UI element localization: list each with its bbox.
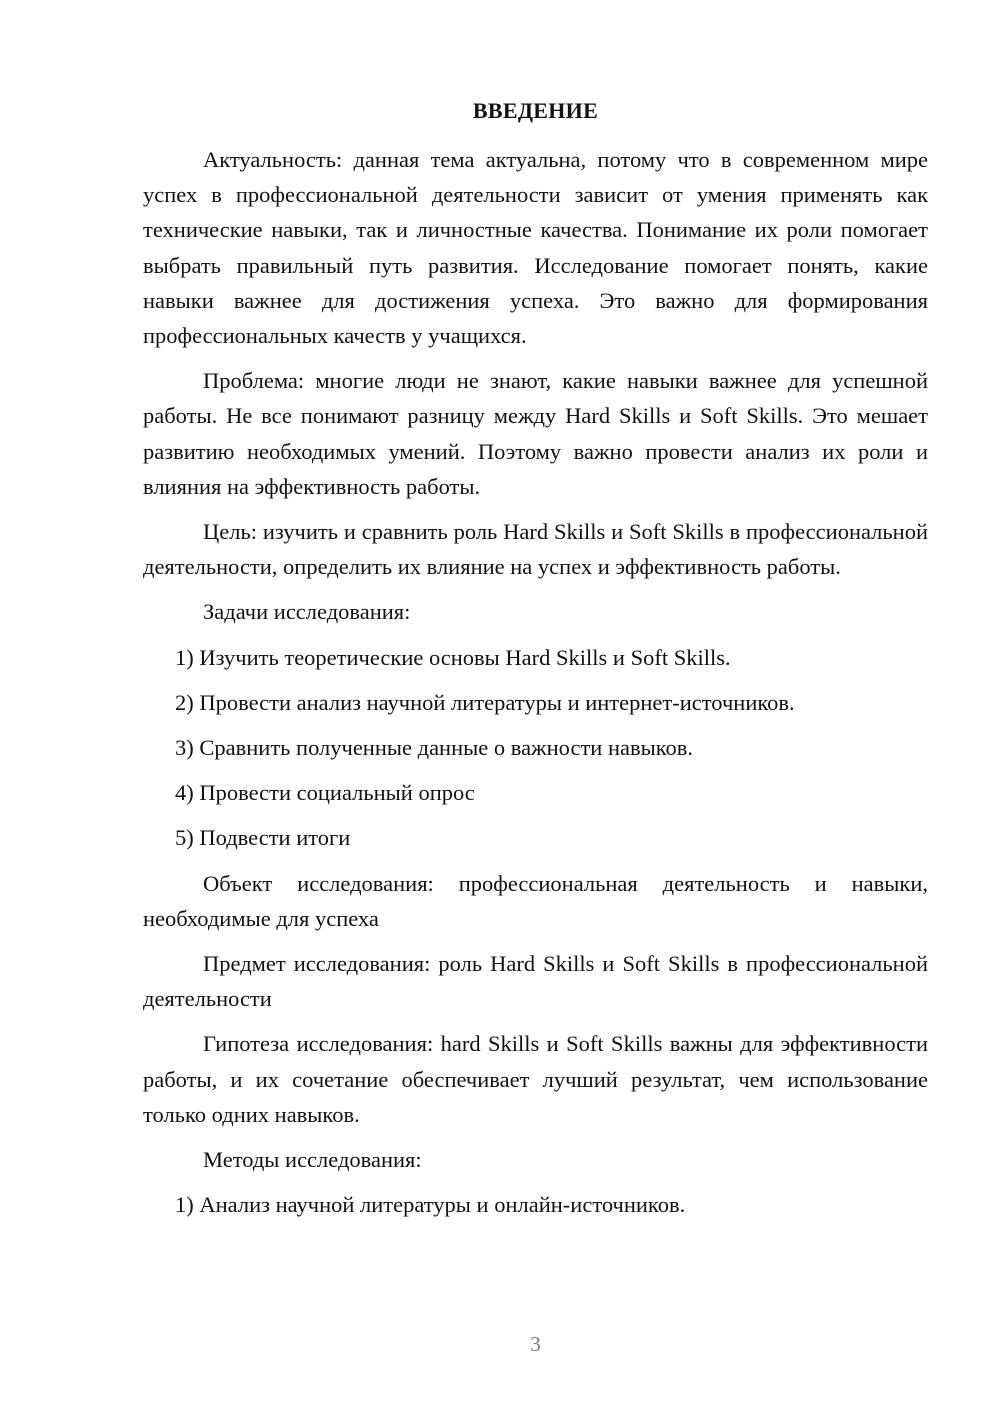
tasks-heading: Задачи исследования: — [203, 599, 411, 625]
method-item-1: 1) Анализ научной литературы и онлайн-источников. — [175, 1192, 686, 1218]
task-item-3: 3) Сравнить полученные данные о важности навыков. — [175, 735, 693, 761]
paragraph-problem: Проблема: многие люди не знают, какие навыки важнее для успешной работы. Не все понимают разницу между Hard Skills и Soft Skills. Это мешает развитию необходимых умений. Поэтому важно провести анализ их роли и влияния на эффективность работы. — [143, 368, 928, 499]
task-item-1: 1) Изучить теоретические основы Hard Skills и Soft Skills. — [175, 644, 731, 670]
task-item-4: 4) Провести социальный опрос — [175, 780, 475, 806]
document-body — [143, 142, 928, 1232]
page-number: 3 — [530, 1332, 541, 1356]
paragraph-subject: Предмет исследования: роль Hard Skills и Soft Skills в профессиональной деятельности — [143, 951, 928, 1012]
task-item-5: 5) Подвести итоги — [175, 825, 351, 851]
paragraph-actuality: Актуальность: данная тема актуальна, потому что в современном мире успех в профессиональной деятельности зависит от умения применять как технические навыки, так и личностные качества. Понимание их роли помогает выбрать правильный путь развития. Исследование помогает понять, какие навыки важнее для достижения успеха. Это важно для формирования профессиональных качеств у учащихся. — [143, 147, 928, 349]
paragraph-hypothesis: Гипотеза исследования: hard Skills и Soft Skills важны для эффективности работы, и их сочетание обеспечивает лучший результат, чем использование только одних навыков. — [143, 1031, 928, 1127]
document-page — [143, 0, 928, 1414]
section-title: ВВЕДЕНИЕ — [472, 98, 599, 123]
task-item-2: 2) Провести анализ научной литературы и интернет-источников. — [175, 689, 795, 715]
methods-heading: Методы исследования: — [203, 1147, 422, 1173]
paragraph-object: Объект исследования: профессиональная деятельность и навыки, необходимые для успеха — [143, 870, 928, 931]
paragraph-goal: Цель: изучить и сравнить роль Hard Skills и Soft Skills в профессиональной деятельности, определить их влияние на успех и эффективность работы. — [143, 519, 928, 580]
